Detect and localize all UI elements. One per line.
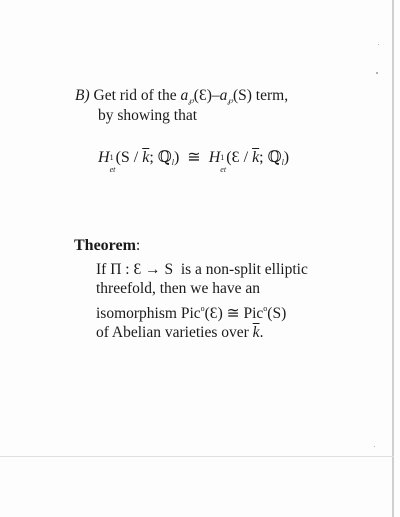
scan-speck [374, 446, 375, 447]
part-b-intro: Get rid of the [93, 87, 177, 104]
part-b-line-2-text: by showing that [98, 107, 198, 124]
pic-right-arg: (S) [267, 305, 287, 322]
theorem-line-1-text: is a non-split elliptic [180, 261, 308, 278]
theorem-colon: : [135, 237, 141, 254]
p-subscript: ℘ [188, 96, 194, 105]
congruence-sign: ≅ [187, 149, 201, 166]
theorem-line-1 [96, 260, 308, 280]
scan-speck [378, 44, 379, 45]
part-b-label: B) [75, 87, 90, 104]
theorem-map: If Π : Ɛ → S [96, 261, 174, 278]
pic-left-arg: (Ɛ) [204, 305, 223, 322]
h-sub-left: et [109, 165, 116, 174]
theorem-congruence: ≅ [226, 305, 240, 322]
scan-speck [376, 72, 378, 74]
l-sub-left: l [171, 158, 174, 167]
theorem-line-2-text: threefold, then we have an [96, 280, 260, 297]
close-left: ) [173, 149, 180, 166]
e-argument: (Ɛ) [193, 87, 212, 104]
h-sup-right: 1 [220, 153, 225, 162]
term-word: term, [255, 87, 289, 104]
q-right: ; ℚ [259, 149, 282, 166]
page-edge-bottom [0, 456, 394, 457]
theorem-heading-text: Theorem [74, 237, 136, 254]
h-sub-right: et [220, 165, 227, 174]
pic-left: isomorphism Pic [96, 305, 201, 322]
theorem-line-4 [96, 323, 263, 343]
theorem-period: . [259, 324, 264, 341]
page-edge-right [392, 0, 394, 517]
h-symbol-left: H [98, 149, 110, 166]
theorem-kbar: $\overline{k}$ [252, 324, 260, 341]
kbar-left: $\overline{k}$ [142, 149, 150, 166]
kbar-right: $\overline{k}$ [252, 149, 260, 166]
h-symbol-right: H [208, 149, 221, 166]
theorem-heading [74, 236, 140, 256]
a-symbol-2: a [219, 87, 228, 104]
cohomology-equation [98, 148, 290, 174]
close-right: ) [283, 149, 290, 166]
pic-right-sup: o [263, 304, 268, 313]
part-b-line-2 [98, 106, 197, 126]
l-sub-right: l [281, 158, 284, 167]
h-sup-left: 1 [109, 153, 114, 162]
q-left: ; ℚ [149, 149, 172, 166]
a-symbol: a [180, 87, 189, 104]
p-subscript-2: ℘ [227, 96, 233, 105]
theorem-line-2 [96, 279, 260, 299]
pic-left-sup: o [200, 304, 205, 313]
theorem-line-4-text: of Abelian varieties over [96, 324, 249, 341]
pic-right: Pic [243, 305, 264, 322]
right-argument: (Ɛ / [226, 149, 253, 166]
part-b-line-1 [75, 86, 288, 108]
left-argument: (S / [115, 149, 143, 166]
minus-sign: – [211, 87, 220, 104]
s-argument: (S) [232, 87, 252, 104]
